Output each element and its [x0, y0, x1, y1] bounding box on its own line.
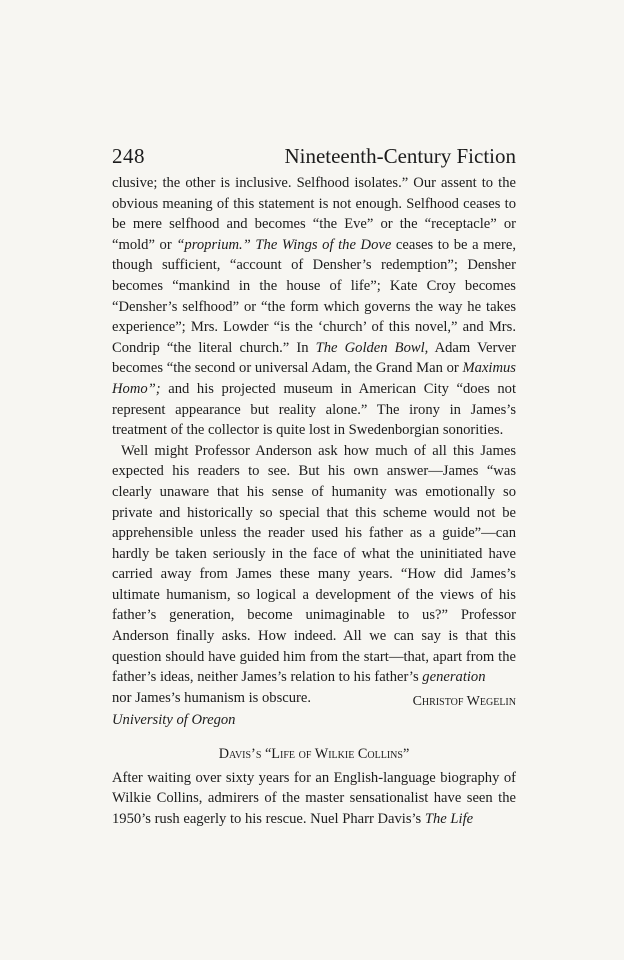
- author-name: Christof Wegelin: [412, 693, 516, 709]
- journal-title: Nineteenth-Century Fiction: [284, 144, 516, 168]
- page-number: 248: [112, 144, 145, 168]
- signature-row: [112, 688, 516, 709]
- closing-line: nor James’s humanism is obscure.: [112, 689, 312, 706]
- text-run: ceases to be a mere, though sufficient, “account of Densher’s redemption”; Densher becomes “mankind in the house of life”; Kate Croy becomes “Densher’s selfhood” or “the form which governs the way he takes experience”; Mrs. Lowder “is the ‘church’ of this novel,” and Mrs. Condrip “the literal church.” In: [112, 236, 516, 356]
- book-title: The Wings of the Dove: [255, 236, 392, 253]
- italic-run: Maximus Homo”;: [112, 360, 516, 397]
- article-body: [112, 173, 516, 829]
- page: [112, 142, 516, 829]
- text-run: Adam Verver becomes “the second or universal Adam, the Grand Man or: [112, 339, 516, 377]
- text-run: clusive; the other is inclusive. Selfhood isolates.” Our assent to the obvious meaning of this statement is not enough. Selfhood ceases to be mere selfhood and becomes “the Eve” or the “receptacle” or “mold” or: [112, 175, 516, 253]
- italic-run: generation: [422, 669, 486, 686]
- paragraph-3: [112, 768, 516, 830]
- text-run: Well might Professor Anderson ask how much of all this James expected his readers to see. But his own answer—James “was clearly unaware that his sense of humanity was emotionally so private and historically so special that this scheme would not be apprehensible unless the reader used his father as a guide”—can hardly be taken seriously in the face of what the uninitiated have carried away from James these many years. “How did James’s ultimate humanism, so logical a development of the views of his father’s generation, become unimaginable to us?” Professor Anderson finally asks. How indeed. All we can say is that this question should have guided him from the start—that, apart from the father’s ideas, neither James’s relation to his father’s: [112, 442, 516, 686]
- italic-run: “proprium.”: [176, 236, 251, 253]
- section-title: Davis’s “Life of Wilkie Collins”: [218, 746, 410, 763]
- text-run: and his projected museum in American City “does not represent appearance but reality alone.” The irony in James’s treatment of the collector is quite lost in Swedenborgian sonorities.: [112, 380, 516, 439]
- text-run: After waiting over sixty years for an English-language biography of Wilkie Collins, admirers of the master sensationalist have seen the 1950’s rush eagerly to his rescue. Nuel Pharr Davis’s: [112, 769, 516, 827]
- book-title: The Golden Bowl,: [315, 339, 429, 356]
- paragraph-1: [112, 173, 516, 441]
- author-affiliation: University of Oregon: [112, 712, 236, 729]
- running-header: [112, 142, 516, 170]
- paragraph-2: [112, 441, 516, 688]
- book-title: The Life: [424, 810, 474, 827]
